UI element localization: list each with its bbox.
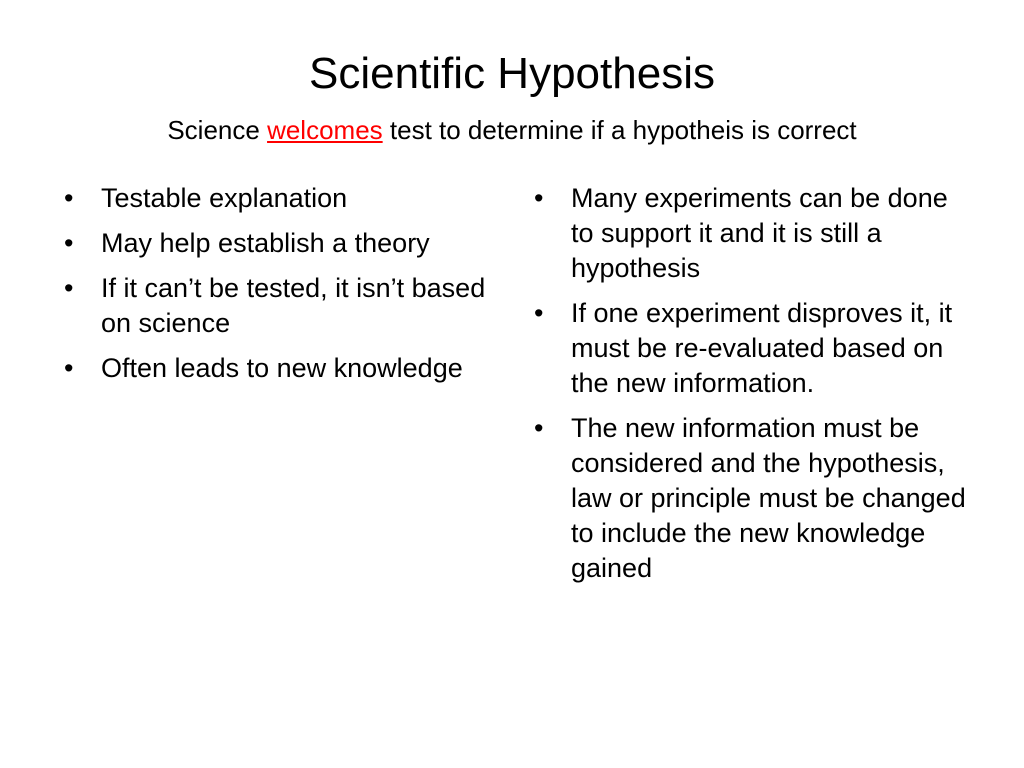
bullet-item (60, 181, 510, 216)
bullet-dot-icon: • (64, 353, 74, 383)
bullet-text: Many experiments can be done to support it and it is still a hypothesis (571, 183, 948, 283)
bullet-item (530, 296, 970, 401)
subtitle-highlight: welcomes (267, 115, 383, 145)
bullet-dot-icon: • (534, 298, 544, 328)
slide-title: Scientific Hypothesis (309, 49, 715, 98)
bullet-dot-icon: • (534, 183, 544, 213)
bullet-text: The new information must be considered and the hypothesis, law or principle must be changed to include the new knowledge gained (571, 413, 966, 583)
bullet-item (530, 181, 970, 286)
bullet-text: If it can’t be tested, it isn’t based on science (101, 273, 486, 338)
bullet-text: If one experiment disproves it, it must be re-evaluated based on the new information. (571, 298, 953, 398)
subtitle-text-after: test to determine if a hypotheis is correct (382, 115, 857, 145)
bullet-dot-icon: • (534, 413, 544, 443)
bullet-text: Testable explanation (101, 183, 348, 213)
bullet-item (60, 226, 510, 261)
bullet-dot-icon: • (64, 228, 74, 258)
subtitle-text-before: Science (167, 115, 268, 145)
bullet-text: May help establish a theory (101, 228, 430, 258)
bullet-dot-icon: • (64, 183, 74, 213)
bullet-item (60, 271, 510, 341)
bullet-text: Often leads to new knowledge (101, 353, 463, 383)
slide-subtitle (0, 113, 1024, 147)
bullet-item (530, 411, 970, 586)
right-bullet-list (530, 181, 970, 596)
bullet-item (60, 351, 510, 386)
bullet-dot-icon: • (64, 273, 74, 303)
left-bullet-list (60, 181, 510, 396)
